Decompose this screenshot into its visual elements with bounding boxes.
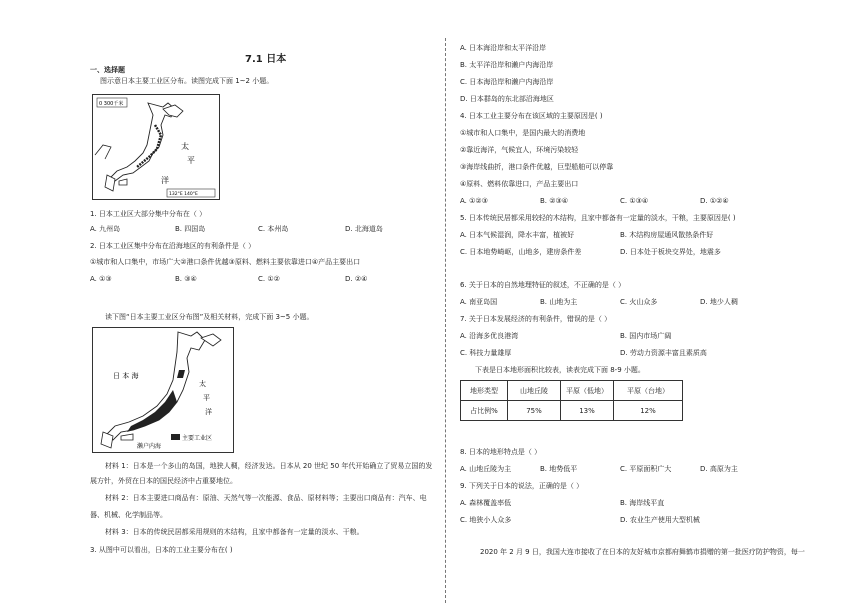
intro-text-1: 图示意日本主要工业区分布。读图完成下面 1~2 小题。 [100,77,274,85]
q3-option-b[interactable]: B. 太平洋沿岸和濑户内海沿岸 [460,61,554,69]
table-cell: 山地丘陵 [508,381,561,401]
q6-option-c[interactable]: C. 火山众多 [620,298,658,306]
q5-option-a[interactable]: A. 日本气候湿润，降水丰富，植被好 [460,231,575,239]
table-cell: 平原（台地） [614,381,683,401]
q2-option-a[interactable]: A. ①③ [90,275,112,283]
q4-option-d[interactable]: D. ①②④ [700,197,729,205]
japan-industry-map-1 [92,94,220,200]
q3-option-c[interactable]: C. 日本海沿岸和濑户内海沿岸 [460,78,554,86]
table-cell: 12% [614,401,683,421]
q2-option-b[interactable]: B. ③④ [175,275,197,283]
q9-option-c[interactable]: C. 地狭小人众多 [460,516,512,524]
map2-label-yang: 洋 [205,408,212,416]
q4-option-c[interactable]: C. ①③④ [620,197,649,205]
q2-option-d[interactable]: D. ②④ [345,275,368,283]
map2-label-tai: 太 [199,380,206,388]
table-cell: 占比例% [461,401,508,421]
map1-scale: 0 300千米 [99,101,124,107]
q5-option-c[interactable]: C. 日本地势崎岖，山地多，建房条件差 [460,248,582,256]
q6-option-d[interactable]: D. 地少人稠 [700,298,738,306]
q1-option-b[interactable]: B. 四国岛 [175,225,206,233]
table-cell: 地形类型 [461,381,508,401]
q4-line-4: ④原料、燃料依靠进口，产品主要出口 [460,180,579,188]
q7-option-b[interactable]: B. 国内市场广阔 [620,332,672,340]
table-row [461,381,683,401]
q3-stem: 3. 从图中可以看出，日本的工业主要分布在( ) [90,546,233,554]
q4-option-b[interactable]: B. ②③④ [540,197,569,205]
q3-option-a[interactable]: A. 日本海沿岸和太平洋沿岸 [460,44,547,52]
map1-scale-bottom: 132°E 140°E [169,192,198,197]
q4-line-1: ①城市和人口集中，是国内最大的消费地 [460,129,586,137]
q9-stem: 9. 下列关于日本的说法，正确的是（ ） [460,482,584,490]
legend-swatch [171,434,180,440]
material-1: 材料 1：日本是一个多山的岛国，地狭人稠，经济发达。日本从 20 世纪 50 年代开始确立了贸易立国的发 [105,462,433,470]
q1-stem: 1. 日本工业区大部分集中分布在（ ） [90,210,207,218]
material-1b: 展方针，外贸在日本的国民经济中占重要地位。 [90,477,237,485]
table-cell: 75% [508,401,561,421]
section-heading: 一、选择题 [90,66,125,74]
q5-stem: 5. 日本传统民居都采用较轻的木结构，且家中都备有一定量的淡水，干粮，主要原因是( ) [460,214,736,222]
table-cell: 13% [561,401,614,421]
material-2: 材料 2：日本主要进口商品有：原油、天然气等一次能源、食品、原材料等；主要出口商品有：汽车、电 [105,494,427,502]
japan-outline-map-2 [93,328,233,452]
japan-outline-map-1 [93,95,219,199]
japan-industry-map-2 [92,327,234,453]
q9-option-b[interactable]: B. 海岸线平直 [620,499,665,507]
table-intro: 下表是日本地形面积比较表，读表完成下面 8-9 小题。 [475,366,645,374]
column-divider [445,38,446,603]
q2-option-c[interactable]: C. ①② [258,275,280,283]
q9-option-a[interactable]: A. 森林覆盖率低 [460,499,512,507]
q8-option-c[interactable]: C. 平原面积广大 [620,465,672,473]
q8-option-a[interactable]: A. 山地丘陵为主 [460,465,512,473]
q1-option-a[interactable]: A. 九州岛 [90,225,121,233]
q4-line-3: ③海岸线曲折，港口条件优越，巨型船舶可以停靠 [460,163,614,171]
terrain-table [460,380,683,421]
q8-stem: 8. 日本的地形特点是（ ） [460,448,542,456]
map2-legend: 主要工业区 [182,435,213,442]
table-row [461,401,683,421]
q8-option-d[interactable]: D. 高原为主 [700,465,738,473]
map1-label-ping: 平 [187,156,195,165]
q6-option-a[interactable]: A. 南亚岛国 [460,298,498,306]
intro-text-2: 读下图“日本主要工业区分布图”及相关材料，完成下面 3~5 小题。 [105,313,314,321]
bottom-passage: 2020 年 2 月 9 日，我国大连市接收了在日本的友好城市京都府舞鹤市捐赠的第一批医疗防护物资，每一 [480,548,805,556]
q4-line-2: ②靠近海洋，气候宜人，环境污染较轻 [460,146,579,154]
q6-option-b[interactable]: B. 山地为主 [540,298,578,306]
map1-label-yang: 洋 [161,176,169,185]
material-2b: 器、机械、化学制品等。 [90,511,167,519]
material-3: 材料 3：日本的传统民居都采用规则的木结构，且家中都备有一定量的淡水、干粮。 [105,528,364,536]
map2-sea-label: 日 本 海 [113,372,139,380]
q4-stem: 4. 日本工业主要分布在该区域的主要原因是( ) [460,112,603,120]
q7-option-c[interactable]: C. 科技力量雄厚 [460,349,512,357]
q2-stem: 2. 日本工业区集中分布在沿海地区的有利条件是（ ） [90,242,256,250]
q6-stem: 6. 关于日本的自然地理特征的叙述，不正确的是（ ） [460,281,626,289]
table-cell: 平原（低地） [561,381,614,401]
q7-stem: 7. 关于日本发展经济的有利条件，错误的是（ ） [460,315,612,323]
q9-option-d[interactable]: D. 农业生产使用大型机械 [620,516,700,524]
q3-option-d[interactable]: D. 日本群岛的东北部沿海地区 [460,95,554,103]
q5-option-b[interactable]: B. 木结构房屋通风散热条件好 [620,231,714,239]
q2-conditions: ①城市和人口集中，市场广大②港口条件优越③原料、燃料主要依靠进口④产品主要出口 [90,258,361,266]
q1-option-c[interactable]: C. 本州岛 [258,225,289,233]
map2-label-ping: 平 [203,394,210,402]
q8-option-b[interactable]: B. 地势低平 [540,465,578,473]
q5-option-d[interactable]: D. 日本处于板块交界处，地震多 [620,248,721,256]
map2-inland-sea: 濑户内海 [137,443,162,450]
q7-option-d[interactable]: D. 劳动力资源丰富且素质高 [620,349,707,357]
map1-label-tai: 太 [181,142,189,151]
q1-option-d[interactable]: D. 北海道岛 [345,225,383,233]
q4-option-a[interactable]: A. ①②③ [460,197,488,205]
page-title: 7.1 日本 [245,54,287,65]
q7-option-a[interactable]: A. 沿海多优良港湾 [460,332,519,340]
